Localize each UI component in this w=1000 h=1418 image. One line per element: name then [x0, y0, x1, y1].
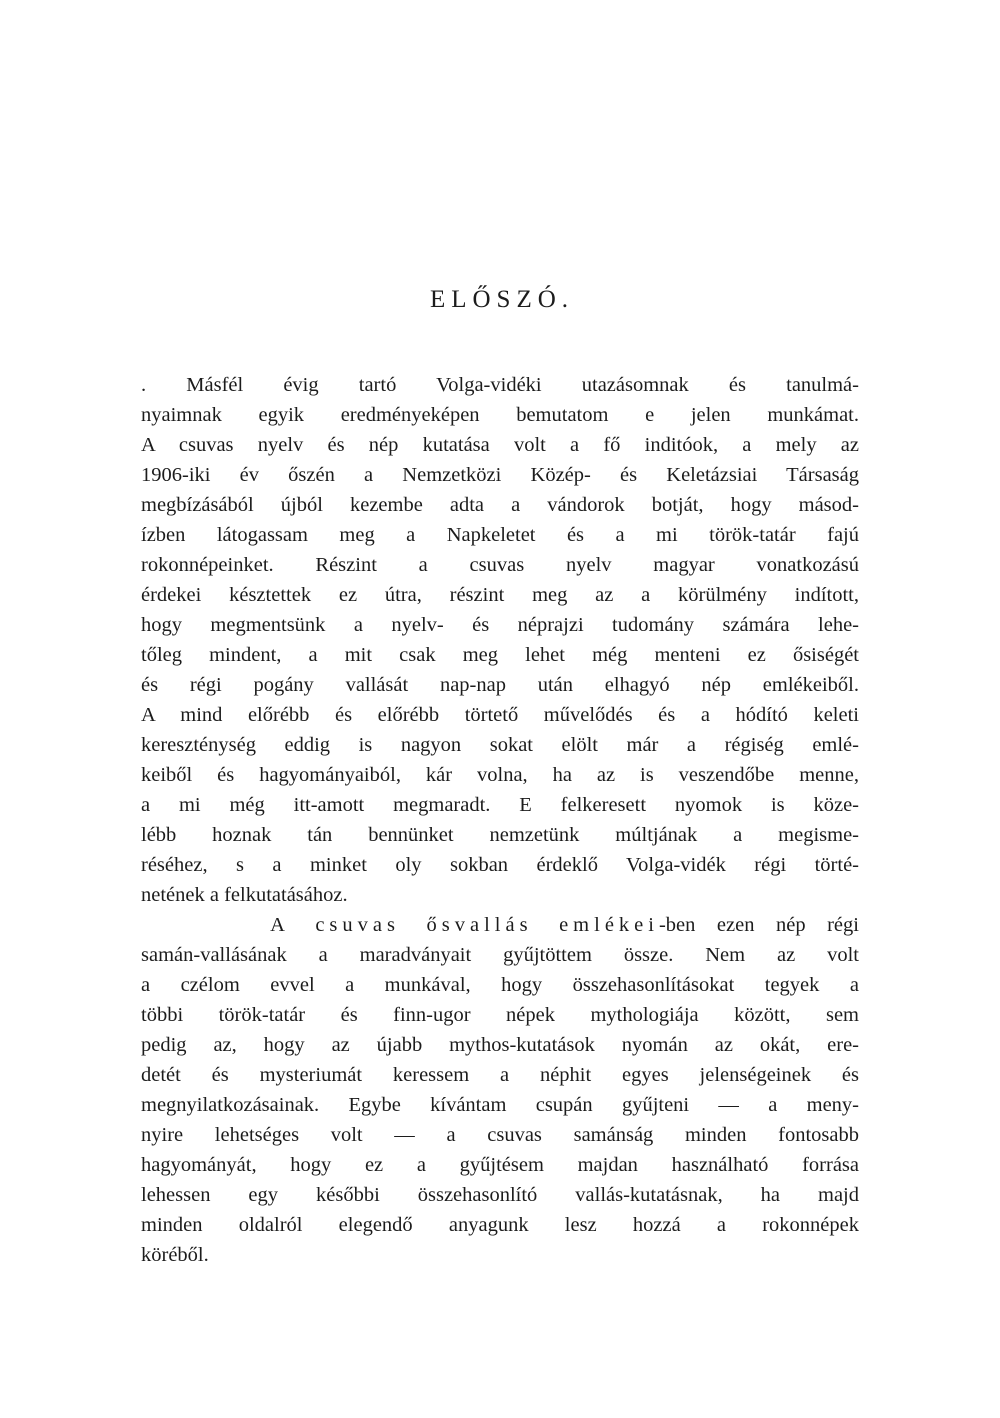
text-line: . Másfél évig tartó Volga-vidéki utazásomnak és tanulmá-	[141, 374, 859, 396]
text-line: tőleg mindent, a mit csak meg lehet még menteni ez ősiségét	[141, 644, 859, 666]
text-line: keiből és hagyományaiból, kár volna, ha az is veszendőbe menne,	[141, 764, 859, 786]
text-line: hogy megmentsünk a nyelv- és néprajzi tudomány számára lehe-	[141, 614, 859, 636]
text-line	[141, 910, 859, 940]
text-line: a czélom evvel a munkával, hogy összehasonlításokat tegyek a	[141, 974, 859, 996]
paragraph-2	[141, 910, 859, 1270]
text-line: lehessen egy későbbi összehasonlító vallás-kutatásnak, ha majd	[141, 1184, 859, 1206]
text-line: ízben látogassam meg a Napkeletet és a mi török-tatár fajú	[141, 524, 859, 546]
text-line: köréből.	[141, 1244, 209, 1266]
work-title-spaced: A csuvas ősvallás emlékei	[270, 914, 659, 936]
text-line: hagyományát, hogy ez a gyűjtésem majdan használható forrása	[141, 1154, 859, 1176]
text-line: nyaimnak egyik eredményeképen bemutatom e jelen munkámat.	[141, 404, 859, 426]
text-line: pedig az, hogy az újabb mythos-kutatások nyomán az okát, ere-	[141, 1034, 859, 1056]
paragraph-1	[141, 370, 859, 910]
text-line: samán-vallásának a maradványait gyűjtöttem össze. Nem az volt	[141, 944, 859, 966]
text-line: réséhez, s a minket oly sokban érdeklő Volga-vidék régi törté-	[141, 854, 859, 876]
text-line: A csuvas nyelv és nép kutatása volt a fő inditóok, a mely az	[141, 434, 859, 456]
text-line: többi török-tatár és finn-ugor népek mythologiája között, sem	[141, 1004, 859, 1026]
text-line: detét és mysteriumát keressem a néphit egyes jelenségeinek és	[141, 1064, 859, 1086]
text-line: rokonnépeinket. Részint a csuvas nyelv magyar vonatkozású	[141, 554, 859, 576]
text-line: netének a felkutatásához.	[141, 884, 348, 906]
text-line: a mi még itt-amott megmaradt. E felkeresett nyomok is köze-	[141, 794, 859, 816]
text-line: megnyilatkozásainak. Egybe kívántam csupán gyűjteni — a meny-	[141, 1094, 859, 1116]
text-line: érdekei késztettek ez útra, részint meg az a körülmény indított,	[141, 584, 859, 606]
text-line: lébb hoznak tán bennünket nemzetünk múltjának a megisme-	[141, 824, 859, 846]
text-line: megbízásából újból kezembe adta a vándorok botját, hogy másod-	[141, 494, 859, 516]
text-line: A mind előrébb és előrébb törtető művelődés és a hódító keleti	[141, 704, 859, 726]
text-line: minden oldalról elegendő anyagunk lesz hozzá a rokonnépek	[141, 1214, 859, 1236]
text-line: 1906-iki év őszén a Nemzetközi Közép- és Keletázsiai Társaság	[141, 464, 859, 486]
text-line: nyire lehetséges volt — a csuvas samánság minden fontosabb	[141, 1124, 859, 1146]
preface-text	[141, 370, 859, 1270]
chapter-title: ELŐSZÓ.	[429, 286, 575, 313]
first-line-rest: -ben ezen nép régi	[658, 914, 859, 936]
text-line: kereszténység eddig is nagyon sokat elölt már a régiség emlé-	[141, 734, 859, 756]
text-line: és régi pogány vallását nap-nap után elhagyó nép emlékeiből.	[141, 674, 859, 696]
